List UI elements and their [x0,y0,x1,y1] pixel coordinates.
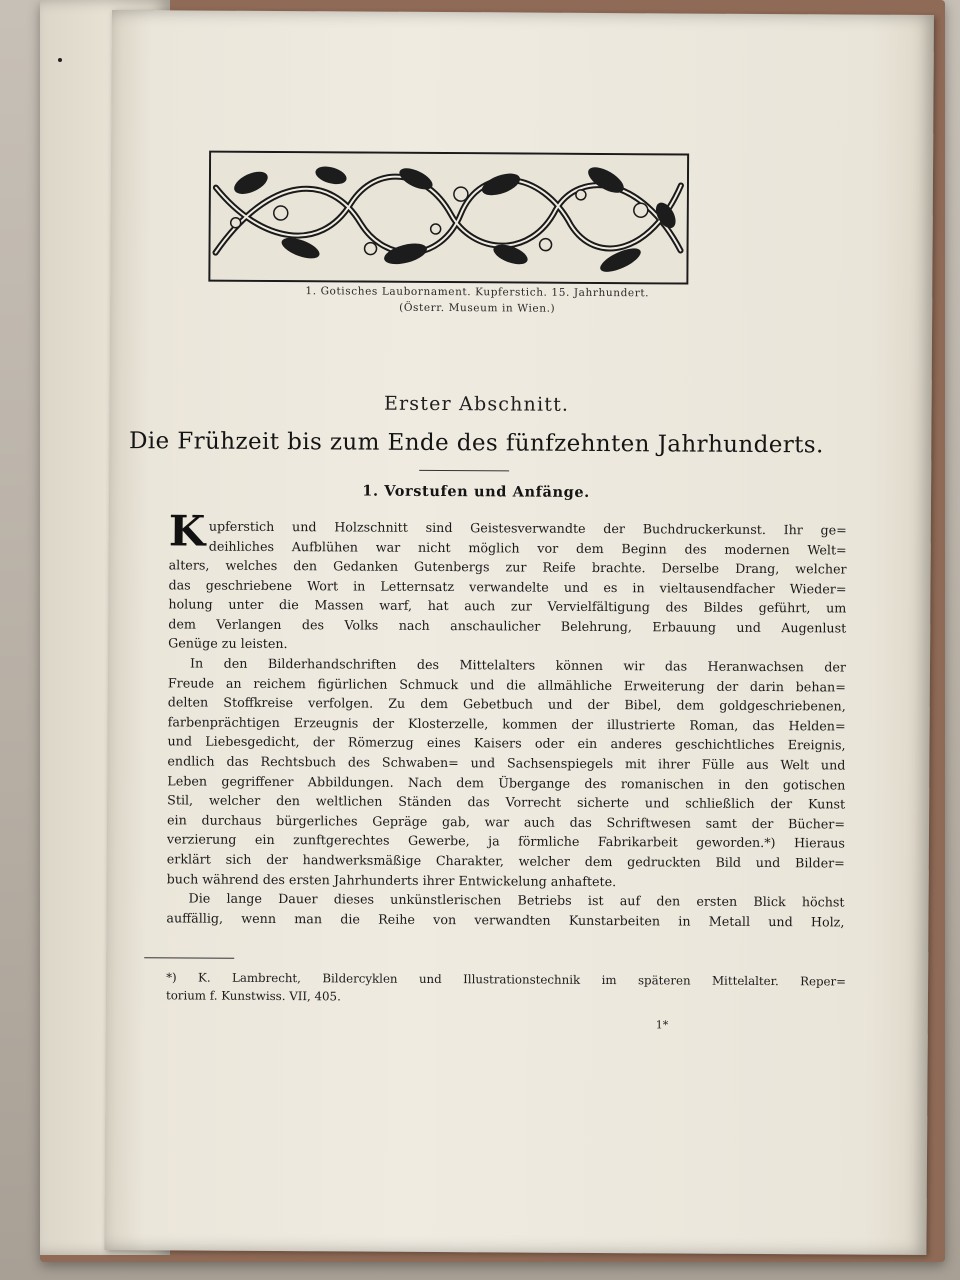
heading-divider [419,470,509,472]
footnote [166,968,846,1008]
text-line: buch während des ersten Jahrhunderts ihrer Entwickelung anhaftete. [166,870,617,889]
figure-caption-source: (Österr. Museum in Wien.) [399,301,556,315]
text-line: Genüge zu leisten. [168,635,288,652]
text-line: verzierung ein zunftgerechtes Gewerbe, ja förmliche Fabrikarbeit geworden.*) Hieraus [166,831,845,851]
book-page [104,10,934,1255]
text-line: Die lange Dauer dieses unkünstlerischen Betriebs ist auf den ersten Blick höchst [188,890,845,910]
text-line: upferstich und Holzschnitt sind Geistesverwandte der Buchdruckerkunst. Ihr ge= [208,518,847,538]
text-line: auffällig, wenn man die Reihe von verwandten Kunstarbeiten in Metall und Holz, [166,910,845,930]
page-signature: 1* [655,1018,669,1032]
ink-dot [58,58,62,62]
text-line: Freude an reichem figürlichen Schmuck und die allmähliche Erweiterung der darin behan= [167,674,846,695]
text-line: Stil, welcher den weltlichen Ständen das Vorrecht sicherte und schließlich der Kunst [167,792,846,812]
ornament-illustration [210,153,687,283]
text-line: deihliches Aufblühen war nicht möglich vor dem Beginn des modernen Welt= [208,538,847,558]
text-line: delten Stoffkreise verfolgen. Zu dem Gebetbuch und der Bibel, dem goldgeschriebenen, [167,694,846,714]
first-paragraph-opening [209,517,847,560]
text-line: Leben gegriffener Abbildungen. Nach dem Übergange des romanischen in den gotischen [167,772,846,793]
body-text [166,555,846,931]
drop-cap: K [168,506,206,556]
text-line: das geschriebene Wort in Letternsatz verwandelte und es in vieltausendfacher Wieder= [168,576,847,597]
text-line: alters, welches den Gedanken Gutenbergs zur Reife brachte. Derselbe Drang, welcher [168,557,847,577]
section-title: Die Frühzeit bis zum Ende des fünfzehnten Jahrhunderts. [128,428,824,459]
text-line: dem Verlangen des Volks nach anschaulicher Belehrung, Erbauung und Augenlust [168,616,847,636]
subsection-title: 1. Vorstufen und Anfänge. [362,482,590,501]
text-line: endlich das Rechtsbuch des Schwaben= und Sachsenspiegels mit ihrer Fülle aus Welt und [167,753,846,773]
footnote-rule [144,957,234,959]
text-line: und Liebesgedicht, der Römerzug eines Kaisers oder ein anderes geschichtliches Ereignis, [167,733,846,753]
footnote-line: torium f. Kunstwiss. VII, 405. [165,988,341,1004]
section-label: Erster Abschnitt. [383,392,570,416]
text-line: farbenprächtigen Erzeugnis der Klosterzelle, kommen der illustrierte Roman, das Helden= [167,714,846,734]
figure-caption: 1. Gotisches Laubornament. Kupferstich. 15. Jahrhundert. [305,285,650,300]
text-line: erklärt sich der handwerksmäßige Charakter, welcher dem gedruckten Bild und Bilder= [166,851,845,871]
footnote-line: *) K. Lambrecht, Bildercyklen und Illustrationstechnik im späteren Mittelalter. Reper= [166,970,847,989]
gothic-leaf-ornament-engraving [208,151,689,285]
text-line: In den Bilderhandschriften des Mittelalters können wir das Heranwachsen der [189,655,847,675]
text-line: holung unter die Massen warf, hat auch zur Vervielfältigung des Bildes geführt, um [168,596,847,616]
text-line: ein durchaus bürgerliches Gepräge gab, war auch das Schriftwesen samt der Bücher= [167,812,846,832]
